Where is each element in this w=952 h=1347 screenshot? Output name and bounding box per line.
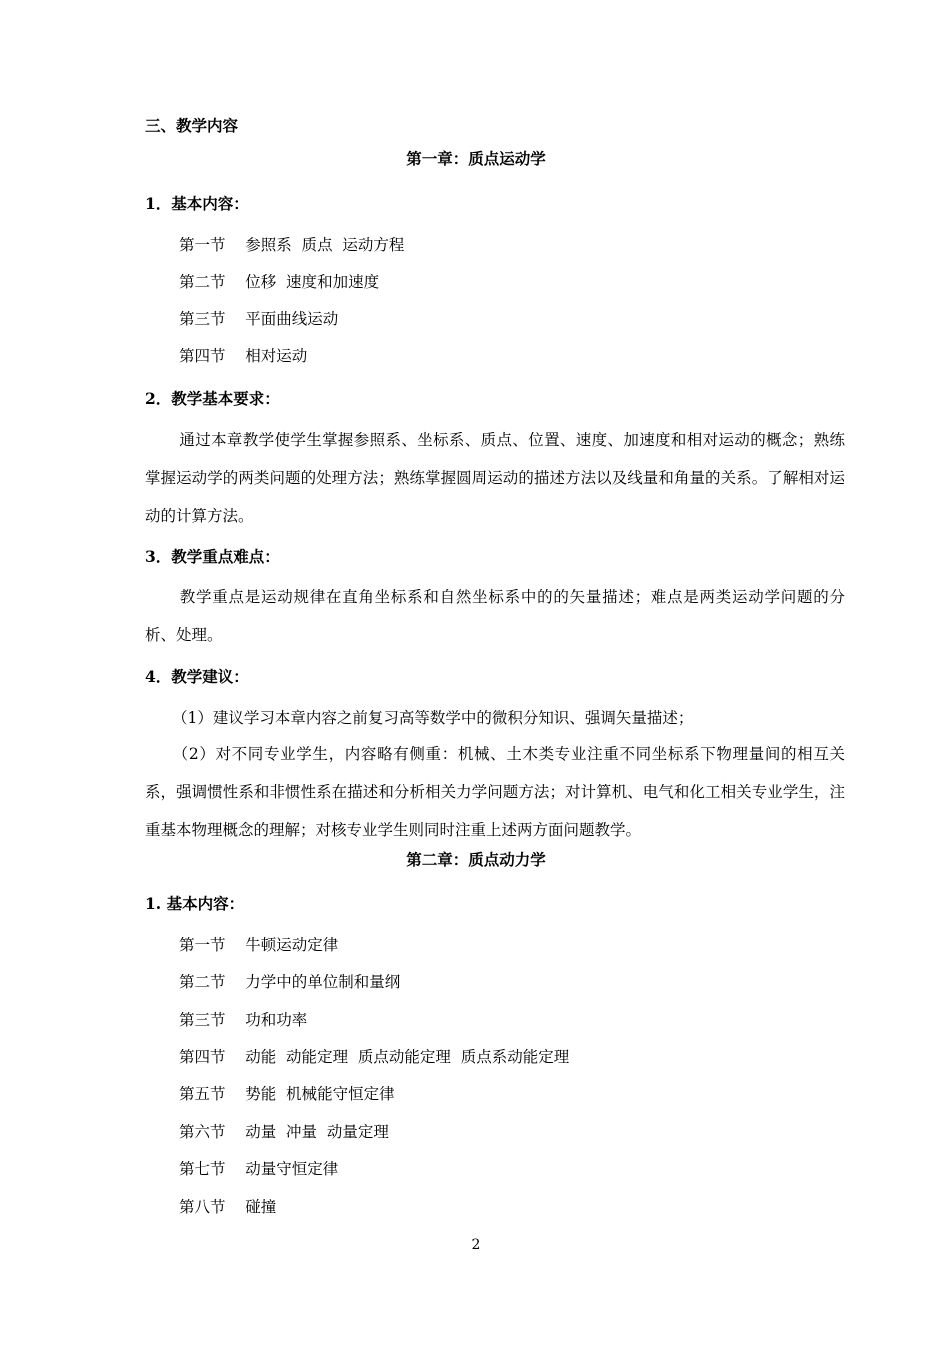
chapter1-section-1: 第一节 参照系 质点 运动方程 [179,236,405,254]
chapter1-key-heading: 3．教学重点难点： [145,547,280,566]
chapter1-title: 第一章：质点运动学 [406,149,546,168]
page-number: 2 [471,1237,481,1253]
chapter2-section-1: 第一节 牛顿运动定律 [179,936,339,954]
chapter2-basic-heading: 1. 基本内容： [145,894,245,913]
chapter2-section-8: 第八节 碰撞 [179,1198,277,1216]
chapter1-advice-2-paragraph [145,735,845,849]
section-heading: 三、教学内容 [145,116,239,135]
chapter1-basic-heading: 1．基本内容： [145,194,249,213]
chapter1-section-4: 第四节 相对运动 [179,347,308,365]
chapter1-key-text: 教学重点是运动规律在直角坐标系和自然坐标系中的的矢量描述；难点是两类运动学问题的分析、处理。 [145,588,845,644]
chapter1-key-paragraph [145,578,845,654]
chapter1-advice-1: （1）建议学习本章内容之前复习高等数学中的微积分知识、强调矢量描述； [172,709,694,727]
chapter2-section-4: 第四节 动能 动能定理 质点动能定理 质点系动能定理 [179,1048,570,1066]
chapter1-section-2: 第二节 位移 速度和加速度 [179,273,380,291]
chapter2-section-2: 第二节 力学中的单位制和量纲 [179,973,401,991]
chapter1-advice-2: （2）对不同专业学生，内容略有侧重：机械、土木类专业注重不同坐标系下物理量间的相互关系，强调惯性系和非惯性系在描述和分析相关力学问题方法；对计算机、电气和化工相关专业学生，注重基本物理概念的理解；对核专业学生则同时注重上述两方面问题教学。 [145,745,845,839]
chapter1-req-heading: 2．教学基本要求： [145,389,280,408]
chapter2-section-7: 第七节 动量守恒定律 [179,1160,339,1178]
chapter2-section-5: 第五节 势能 机械能守恒定律 [179,1085,395,1103]
chapter1-advice-heading: 4．教学建议： [145,667,249,686]
chapter2-section-6: 第六节 动量 冲量 动量定理 [179,1123,389,1141]
chapter1-section-3: 第三节 平面曲线运动 [179,310,339,328]
chapter1-req-text: 通过本章教学使学生掌握参照系、坐标系、质点、位置、速度、加速度和相对运动的概念；熟练掌握运动学的两类问题的处理方法；熟练掌握圆周运动的描述方法以及线量和角量的关系。了解相对运动的计算方法。 [145,431,845,525]
chapter1-req-paragraph [145,421,845,535]
chapter2-section-3: 第三节 功和功率 [179,1011,308,1029]
chapter2-title: 第二章：质点动力学 [406,850,546,869]
